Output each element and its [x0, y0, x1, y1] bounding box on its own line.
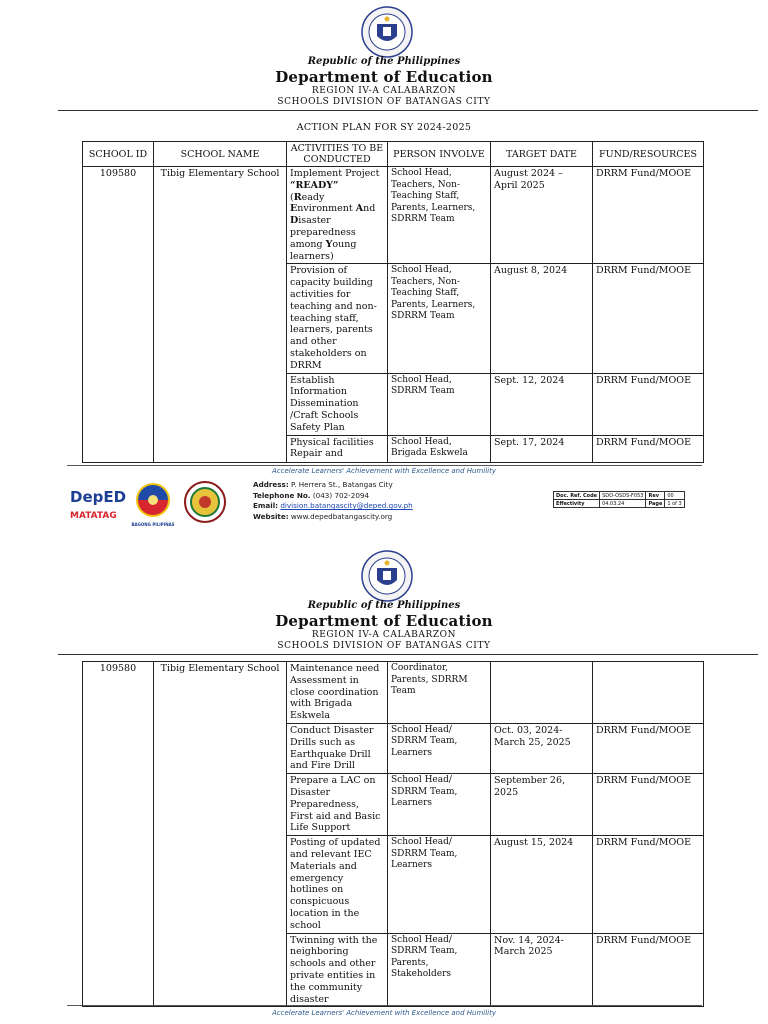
- bagong-pilipinas-text: BAGONG PILIPINAS: [131, 522, 175, 527]
- fund-cell: [593, 662, 704, 724]
- activity-cell: Maintenance need Assessment in close coordination with Brigada Eskwela: [287, 662, 388, 724]
- footer-tagline: Accelerate Learners' Achievement with Excellence and Humility: [271, 1009, 497, 1017]
- target-date-cell: August 2024 – April 2025: [491, 167, 593, 264]
- fund-cell: DRRM Fund/MOOE: [593, 774, 704, 836]
- fund-cell: DRRM Fund/MOOE: [593, 435, 704, 462]
- deped-seal-icon: [361, 550, 413, 602]
- division-seal-icon: [185, 482, 225, 522]
- header-target-date: TARGET DATE: [491, 142, 593, 167]
- footer-divider: [67, 1005, 702, 1006]
- effectivity-value: 04.03.24: [600, 500, 646, 508]
- fund-cell: DRRM Fund/MOOE: [593, 933, 704, 1007]
- fund-cell: DRRM Fund/MOOE: [593, 373, 704, 435]
- header-divider: [58, 654, 758, 655]
- person-cell: Coordinator, Parents, SDRRM Team: [388, 662, 491, 724]
- header-divider: [58, 110, 758, 111]
- action-plan-title: ACTION PLAN FOR SY 2024-2025: [296, 122, 472, 133]
- doc-ref-value: SDO-OSDS-F053: [600, 492, 646, 500]
- effectivity-label: Effectivity: [554, 500, 600, 508]
- header-fund-resources: FUND/RESOURCES: [593, 142, 704, 167]
- deped-seal-icon: [361, 6, 413, 58]
- deped-logo-text: DepED: [70, 488, 127, 506]
- header-activities: ACTIVITIES TO BE CONDUCTED: [287, 142, 388, 167]
- deped-logo-icon: [70, 488, 126, 521]
- division-heading: SCHOOLS DIVISION OF BATANGAS CITY: [277, 97, 491, 107]
- footer-logos: [68, 480, 234, 530]
- target-date-cell: Oct. 03, 2024- March 25, 2025: [491, 723, 593, 773]
- acronym-letter: E: [290, 203, 298, 215]
- fund-cell: DRRM Fund/MOOE: [593, 264, 704, 373]
- activity-prefix: Implement Project: [290, 168, 380, 179]
- person-cell: School Head, SDRRM Team: [388, 373, 491, 435]
- target-date-cell: August 15, 2024: [491, 836, 593, 933]
- table-header-row: [83, 142, 704, 167]
- activity-cell: Twinning with the neighboring schools and other private entities in the community disaster: [287, 933, 388, 1007]
- region-heading: REGION IV-A CALABARZON: [311, 630, 457, 640]
- school-id-cell: 109580: [83, 662, 154, 1007]
- document-reference-box: [553, 491, 685, 508]
- department-heading: Department of Education: [275, 612, 493, 630]
- email-link[interactable]: division.batangascity@deped.gov.ph: [280, 501, 413, 510]
- region-heading: REGION IV-A CALABARZON: [311, 86, 457, 96]
- department-heading: Department of Education: [275, 68, 493, 86]
- target-date-cell: August 8, 2024: [491, 264, 593, 373]
- school-name-cell: Tibig Elementary School: [154, 167, 287, 463]
- header-school-name: SCHOOL NAME: [154, 142, 287, 167]
- school-name-cell: Tibig Elementary School: [154, 662, 287, 1007]
- acronym-letter: R: [293, 191, 302, 203]
- person-cell: School Head, Teachers, Non-Teaching Staff, Parents, Learners, SDRRM Team: [388, 264, 491, 373]
- person-cell: School Head/ SDRRM Team, Learners: [388, 836, 491, 933]
- republic-heading: Republic of the Philippines: [307, 56, 461, 67]
- document-page-2: [0, 540, 768, 1024]
- fund-cell: DRRM Fund/MOOE: [593, 836, 704, 933]
- activity-cell: Prepare a LAC on Disaster Preparedness, First aid and Basic Life Support: [287, 774, 388, 836]
- activity-cell: Provision of capacity building activities for teaching and non-teaching staff, learners, parents and other stakeholders on DRRM: [287, 264, 388, 373]
- matatag-logo-text: MATATAG: [70, 511, 117, 521]
- action-plan-table-page-1: [82, 141, 704, 463]
- activity-cell: Physical facilities Repair and: [287, 435, 388, 462]
- rev-value: 00: [665, 492, 684, 500]
- target-date-cell: Nov. 14, 2024- March 2025: [491, 933, 593, 1007]
- target-date-cell: September 26, 2025: [491, 774, 593, 836]
- person-cell: School Head, Brigada Eskwela: [388, 435, 491, 462]
- acronym-letter: Y: [325, 238, 333, 250]
- website-label: Website:: [253, 511, 289, 521]
- activity-cell: Implement Project “READY” (Ready Environment And Disaster preparedness among Young learners): [287, 167, 388, 264]
- footer-contact-info: [253, 480, 413, 522]
- acronym-letter: A: [355, 203, 364, 215]
- website-link[interactable]: www.depedbatangascity.org: [290, 511, 393, 521]
- activity-ready-label: “READY”: [290, 179, 339, 191]
- email-label: Email:: [253, 501, 279, 510]
- header-person-involve: PERSON INVOLVE: [388, 142, 491, 167]
- acronym-word: eady: [301, 191, 325, 203]
- acronym-word: preparedness among: [290, 226, 356, 250]
- fund-cell: DRRM Fund/MOOE: [593, 167, 704, 264]
- division-heading: SCHOOLS DIVISION OF BATANGAS CITY: [277, 641, 491, 651]
- address-value: P. Herrera St., Batangas City: [291, 480, 393, 489]
- person-cell: School Head, Teachers, Non-Teaching Staff, Parents, Learners, SDRRM Team: [388, 167, 491, 264]
- acronym-word: nvironment: [297, 203, 356, 215]
- fund-cell: DRRM Fund/MOOE: [593, 723, 704, 773]
- activity-cell: Posting of updated and relevant IEC Materials and emergency hotlines on conspicuous location in the school: [287, 836, 388, 933]
- rev-label: Rev: [646, 492, 665, 500]
- activity-cell: Conduct Disaster Drills such as Earthquake Drill and Fire Drill: [287, 723, 388, 773]
- acronym-word: isaster: [298, 215, 331, 227]
- person-cell: School Head/ SDRRM Team, Learners: [388, 723, 491, 773]
- header-school-id: SCHOOL ID: [83, 142, 154, 167]
- acronym-word: oung learners): [290, 238, 357, 262]
- page-value: 1 of 3: [665, 500, 684, 508]
- acronym-letter: D: [290, 215, 299, 227]
- bagong-pilipinas-logo-icon: [131, 483, 174, 527]
- activity-cell: Establish Information Dissemination /Craft Schools Safety Plan: [287, 373, 388, 435]
- page-label: Page: [646, 500, 665, 508]
- footer-divider: [67, 465, 702, 466]
- school-id-cell: 109580: [83, 167, 154, 463]
- doc-ref-label: Doc. Ref. Code: [554, 492, 600, 500]
- target-date-cell: [491, 662, 593, 724]
- address-label: Address:: [253, 480, 289, 489]
- table-row: [83, 167, 704, 264]
- target-date-cell: Sept. 12, 2024: [491, 373, 593, 435]
- person-cell: School Head/ SDRRM Team, Learners: [388, 774, 491, 836]
- person-cell: School Head/ SDRRM Team, Parents, Stakeholders: [388, 933, 491, 1007]
- acronym-word: nd: [363, 203, 376, 215]
- action-plan-table-page-2: [82, 661, 704, 1007]
- target-date-cell: Sept. 17, 2024: [491, 435, 593, 462]
- table-row: [83, 662, 704, 724]
- footer-tagline: Accelerate Learners' Achievement with Excellence and Humility: [271, 467, 497, 475]
- telephone-value: (043) 702-2094: [312, 490, 370, 500]
- telephone-label: Telephone No.: [253, 490, 311, 500]
- republic-heading: Republic of the Philippines: [307, 600, 461, 611]
